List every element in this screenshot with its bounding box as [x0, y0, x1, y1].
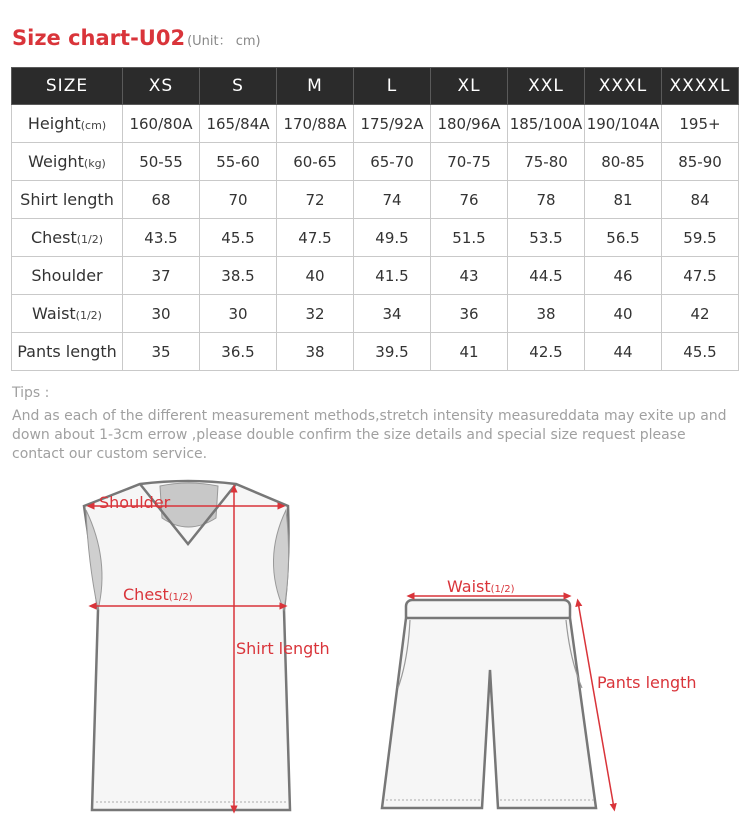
table-cell: 32 [277, 295, 354, 333]
table-cell: 60-65 [277, 143, 354, 181]
waist-label: Waist(1/2) [447, 577, 515, 596]
table-cell: 76 [431, 181, 508, 219]
table-cell: 40 [277, 257, 354, 295]
table-cell: 65-70 [354, 143, 431, 181]
table-cell: 175/92A [354, 105, 431, 143]
row-label: Weight(kg) [12, 143, 123, 181]
tips [12, 384, 742, 464]
pants-length-label: Pants length [597, 673, 697, 692]
shorts-body [382, 618, 596, 808]
shorts-illustration [382, 596, 614, 808]
table-cell: 42 [662, 295, 739, 333]
table-cell: 53.5 [508, 219, 585, 257]
table-cell: 74 [354, 181, 431, 219]
table-cell: 34 [354, 295, 431, 333]
table-cell: 59.5 [662, 219, 739, 257]
size-header-s: S [200, 68, 277, 105]
size-header-row [12, 68, 739, 105]
table-cell: 72 [277, 181, 354, 219]
table-cell: 38 [508, 295, 585, 333]
table-cell: 75-80 [508, 143, 585, 181]
size-header-xl: XL [431, 68, 508, 105]
table-cell: 68 [123, 181, 200, 219]
table-cell: 37 [123, 257, 200, 295]
table-cell: 195+ [662, 105, 739, 143]
row-label: Waist(1/2) [12, 295, 123, 333]
table-cell: 165/84A [200, 105, 277, 143]
table-cell: 30 [200, 295, 277, 333]
table-cell: 44.5 [508, 257, 585, 295]
table-cell: 36 [431, 295, 508, 333]
table-cell: 39.5 [354, 333, 431, 371]
row-label: Height(cm) [12, 105, 123, 143]
size-header-xxxxl: XXXXL [662, 68, 739, 105]
table-row [12, 333, 739, 371]
row-label: Shoulder [12, 257, 123, 295]
table-row [12, 295, 739, 333]
tips-heading: Tips : [12, 385, 50, 401]
size-header-xxxl: XXXL [585, 68, 662, 105]
size-table [11, 67, 739, 371]
table-row [12, 257, 739, 295]
size-header-m: M [277, 68, 354, 105]
shirt-length-label: Shirt length [236, 639, 330, 658]
table-cell: 70-75 [431, 143, 508, 181]
table-cell: 84 [662, 181, 739, 219]
table-cell: 160/80A [123, 105, 200, 143]
table-cell: 41.5 [354, 257, 431, 295]
table-cell: 40 [585, 295, 662, 333]
size-header-l: L [354, 68, 431, 105]
row-label: Shirt length [12, 181, 123, 219]
table-cell: 44 [585, 333, 662, 371]
table-cell: 30 [123, 295, 200, 333]
chest-label: Chest(1/2) [123, 585, 193, 604]
table-cell: 50-55 [123, 143, 200, 181]
table-cell: 51.5 [431, 219, 508, 257]
table-cell: 43 [431, 257, 508, 295]
table-cell: 36.5 [200, 333, 277, 371]
title-text: Size chart-U02 [12, 26, 186, 50]
size-header-xs: XS [123, 68, 200, 105]
table-cell: 41 [431, 333, 508, 371]
shoulder-label: Shoulder [99, 493, 171, 512]
table-cell: 70 [200, 181, 277, 219]
size-header-xxl: XXL [508, 68, 585, 105]
table-cell: 43.5 [123, 219, 200, 257]
table-cell: 85-90 [662, 143, 739, 181]
table-cell: 190/104A [585, 105, 662, 143]
table-cell: 185/100A [508, 105, 585, 143]
tips-text: And as each of the different measurement methods,stretch intensity measureddata may exite up and down about 1-3cm errow ,please double confirm the size details and special size request please contact our custom service. [12, 408, 727, 462]
table-cell: 80-85 [585, 143, 662, 181]
table-cell: 81 [585, 181, 662, 219]
table-row [12, 219, 739, 257]
table-cell: 47.5 [277, 219, 354, 257]
table-cell: 42.5 [508, 333, 585, 371]
row-label: Pants length [12, 333, 123, 371]
table-cell: 170/88A [277, 105, 354, 143]
size-header-label: SIZE [12, 68, 123, 105]
table-cell: 38 [277, 333, 354, 371]
table-cell: 49.5 [354, 219, 431, 257]
unit-text: (Unit： cm) [187, 34, 261, 49]
table-row [12, 181, 739, 219]
size-chart-title [12, 26, 261, 50]
table-cell: 56.5 [585, 219, 662, 257]
table-cell: 46 [585, 257, 662, 295]
table-row [12, 143, 739, 181]
garment-diagram [0, 470, 750, 840]
table-cell: 180/96A [431, 105, 508, 143]
table-cell: 45.5 [200, 219, 277, 257]
table-cell: 47.5 [662, 257, 739, 295]
table-row [12, 105, 739, 143]
table-cell: 38.5 [200, 257, 277, 295]
table-cell: 45.5 [662, 333, 739, 371]
table-cell: 35 [123, 333, 200, 371]
table-cell: 55-60 [200, 143, 277, 181]
row-label: Chest(1/2) [12, 219, 123, 257]
table-cell: 78 [508, 181, 585, 219]
